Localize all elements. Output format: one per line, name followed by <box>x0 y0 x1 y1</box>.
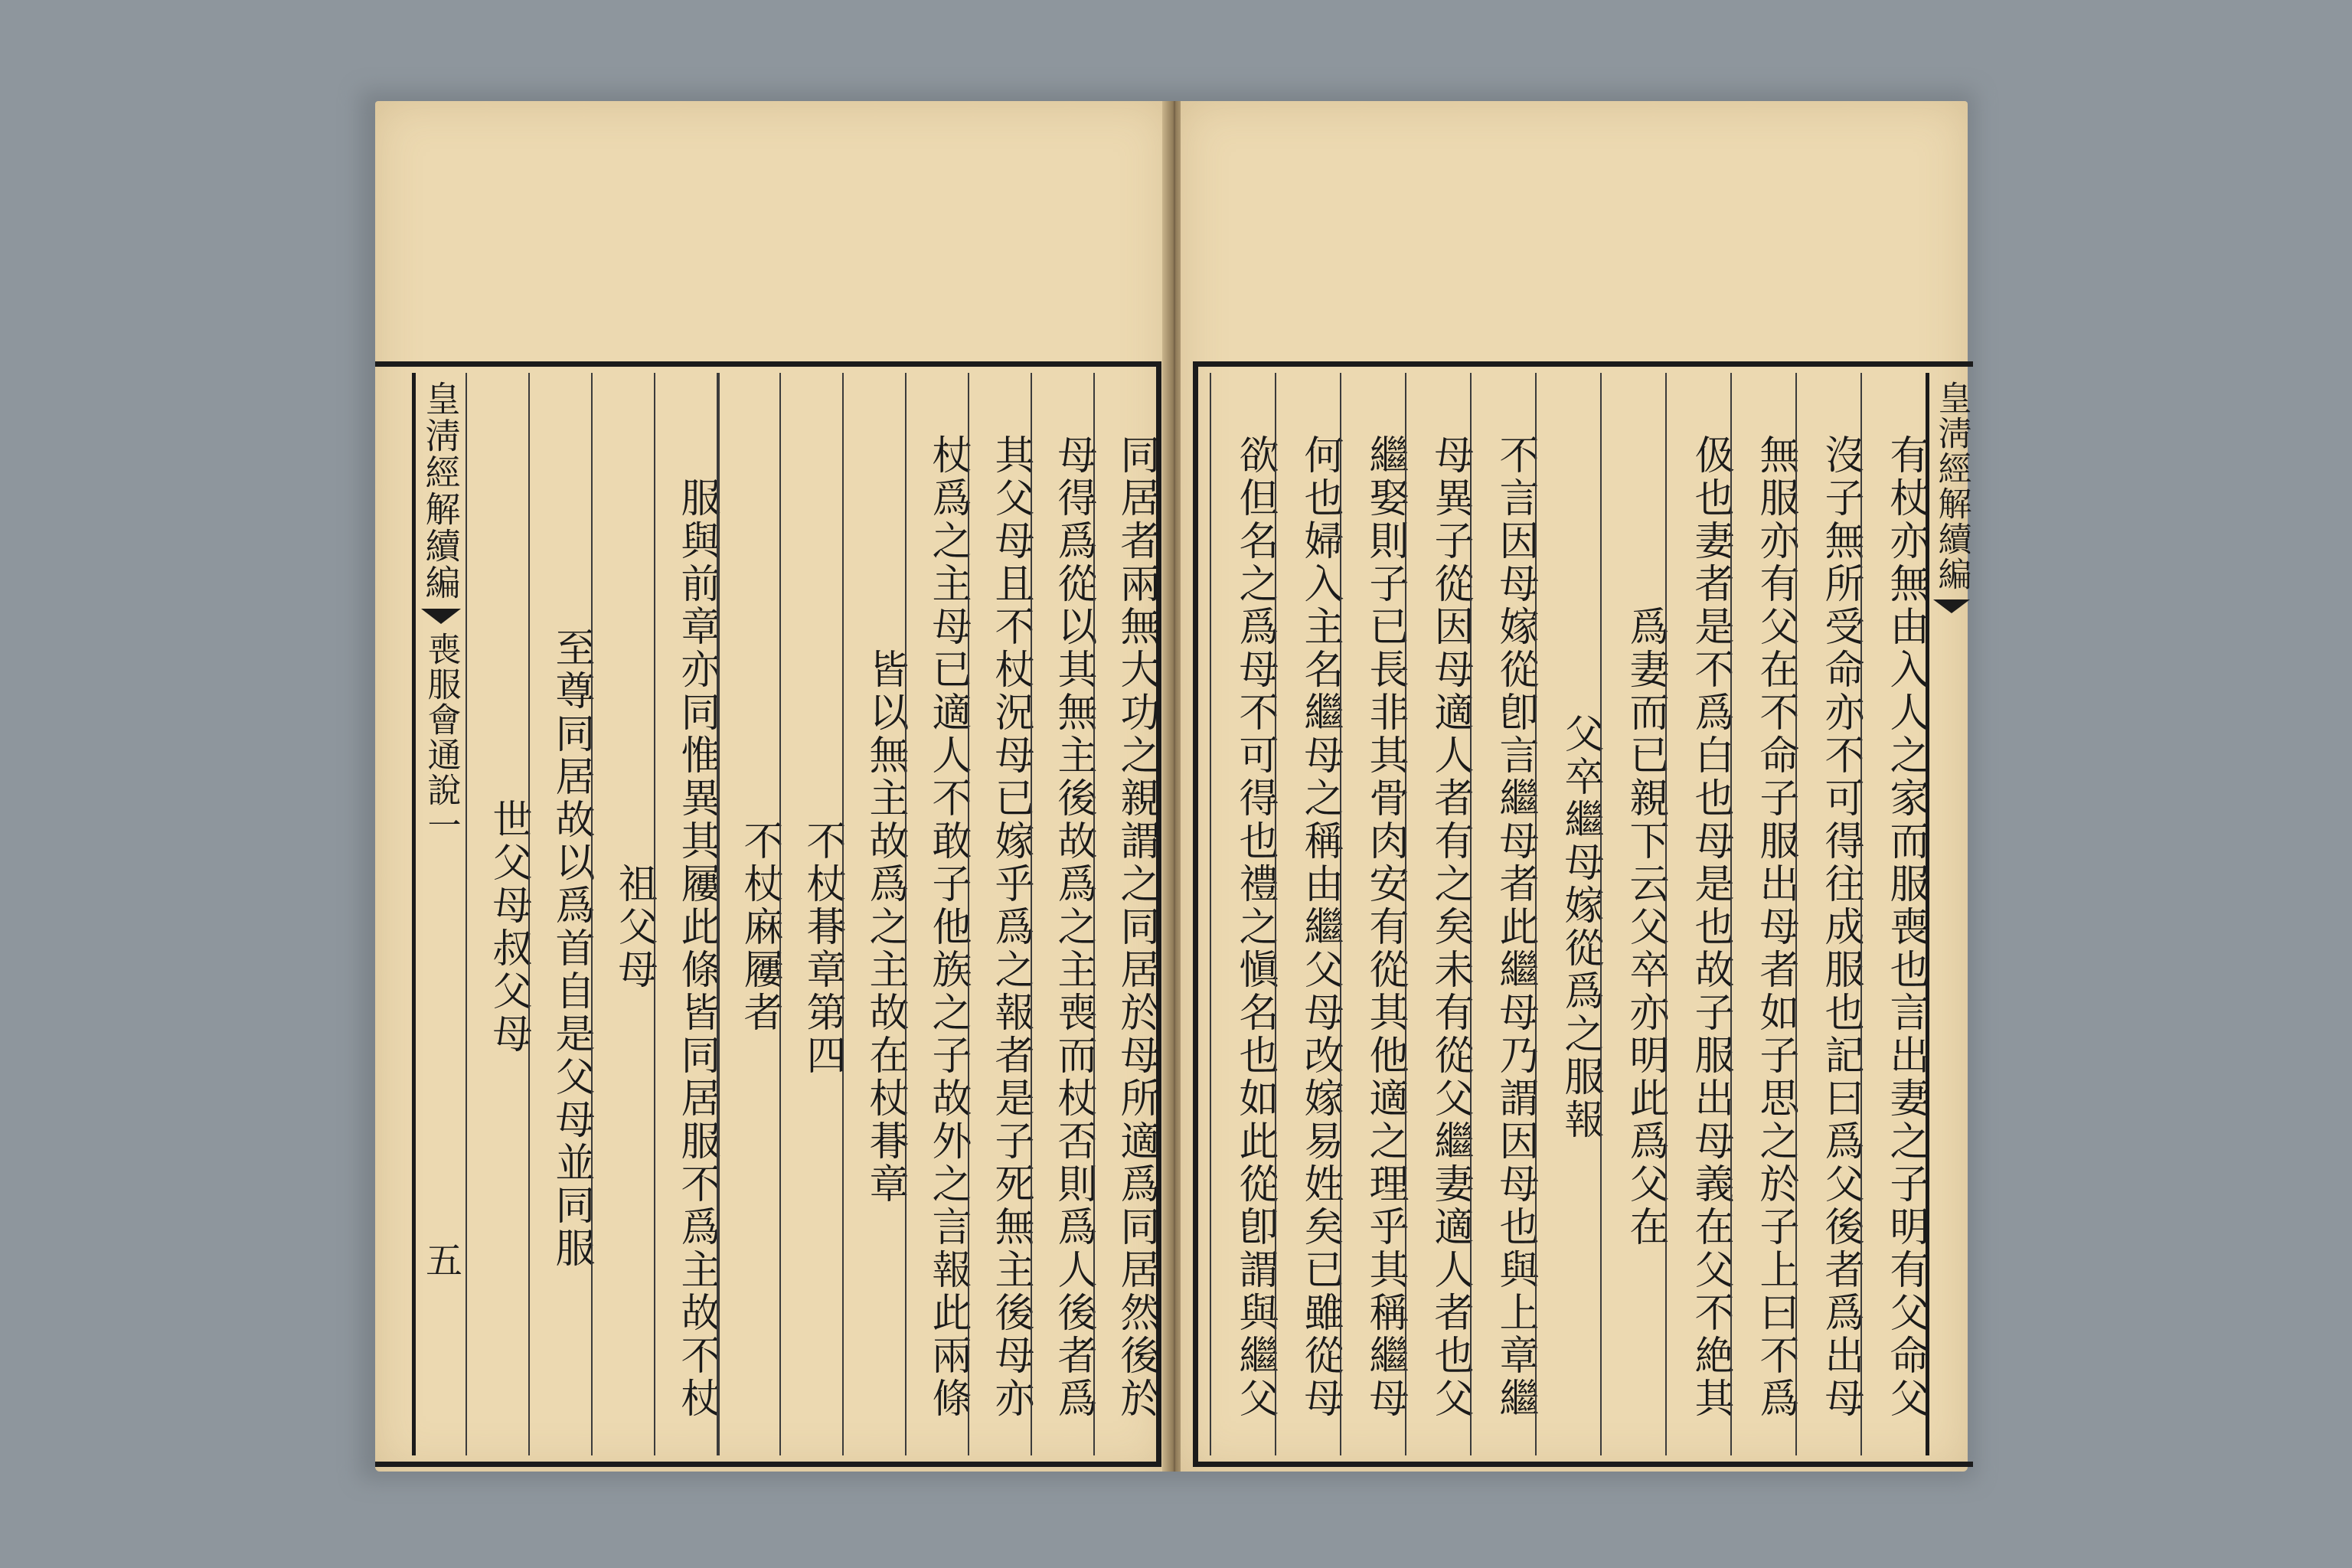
left-columns <box>375 373 1159 1455</box>
right-column-2: 沒子無所受命亦不可得往成服也記曰爲父後者爲出母 <box>1795 373 1860 1455</box>
left-page-number: 五 <box>419 1241 462 1279</box>
left-column-10: 至尊同居故以爲首自是父母並同服 <box>528 373 591 1455</box>
left-column-11: 世父母叔父母 <box>466 373 528 1455</box>
right-book-title: 皇淸經解續編 <box>1932 381 1971 592</box>
left-column-9: 祖父母 <box>591 373 654 1455</box>
right-margin-column <box>1926 373 1973 1455</box>
left-column-1: 同居者兩無大功之親謂之同居於母所適爲同居然後於 <box>1093 373 1156 1455</box>
right-page <box>1181 101 1971 1472</box>
left-column-2: 母得爲從以其無主後故爲之主喪而杖否則爲人後者爲 <box>1031 373 1093 1455</box>
left-column-6: 不杖朞章第四 <box>779 373 842 1455</box>
left-text-frame <box>375 361 1161 1467</box>
right-column-11: 欲但名之爲母不可得也禮之愼名也如此從卽謂與繼父 <box>1210 373 1275 1455</box>
right-column-1: 有杖亦無由入人之家而服喪也言出妻之子明有父命父 <box>1860 373 1926 1455</box>
right-column-3: 無服亦有父在不命子服出母者如子思之於子上曰不爲 <box>1730 373 1795 1455</box>
left-book-title: 皇淸經解續編 <box>420 381 462 601</box>
left-column-7: 不杖麻屨者 <box>717 373 779 1455</box>
right-column-8: 母異子從因母適人者有之矣未有從父繼妻適人者也父 <box>1405 373 1470 1455</box>
left-section-title: 喪服會通說一 <box>421 632 461 843</box>
right-column-7: 不言因母嫁從卽言繼母者此繼母乃謂因母也與上章繼 <box>1470 373 1535 1455</box>
fish-tail-mark <box>421 609 461 624</box>
right-column-10: 何也婦入主名繼母之稱由繼父母改嫁易姓矣已雖從母 <box>1275 373 1340 1455</box>
right-column-9: 繼娶則子已長非其骨肉安有從其他適之理乎其稱繼母 <box>1340 373 1405 1455</box>
left-margin-column <box>412 373 466 1455</box>
left-page <box>375 101 1168 1472</box>
right-column-5: 爲妻而已親下云父卒亦明此爲父在 <box>1600 373 1665 1455</box>
left-column-5: 皆以無主故爲之主故在杖朞章 <box>842 373 905 1455</box>
right-column-4: 伋也妻者是不爲白也母是也故子服出母義在父不絶其 <box>1665 373 1730 1455</box>
right-text-frame <box>1193 361 1973 1467</box>
left-column-4: 杖爲之主母已適人不敢子他族之子故外之言報此兩條 <box>905 373 968 1455</box>
left-column-8: 服與前章亦同惟異其屨此條皆同居服不爲主故不杖 <box>654 373 717 1455</box>
right-column-6: 父卒繼母嫁從爲之服報 <box>1535 373 1600 1455</box>
left-column-3: 其父母且不杖況母已嫁乎爲之報者是子死無主後母亦 <box>968 373 1031 1455</box>
right-columns <box>1198 373 1973 1455</box>
fish-tail-mark <box>1933 599 1970 613</box>
